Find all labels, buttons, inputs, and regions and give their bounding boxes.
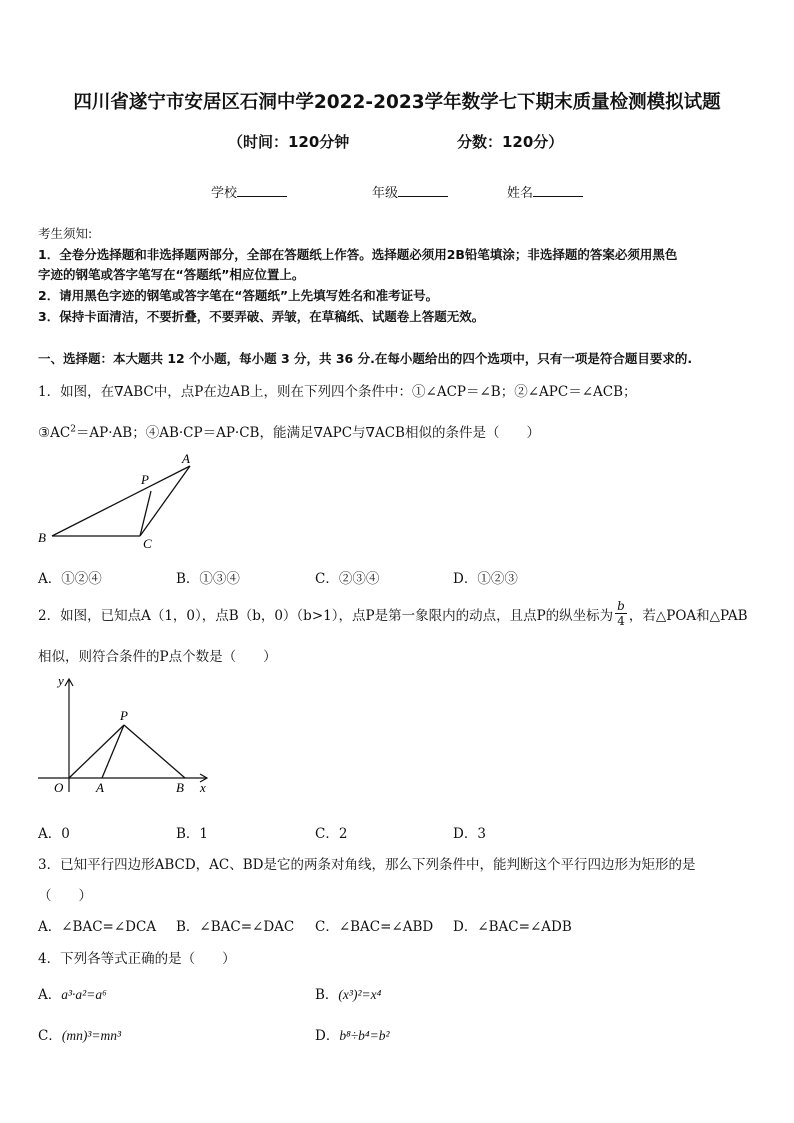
q4-option-b-prefix: B． <box>315 987 339 1003</box>
q2-stem-line-1 <box>38 599 748 628</box>
q2-fraction <box>615 599 627 628</box>
q1-stem-line-1: 1．如图，在∇ABC中，点P在边AB上，则在下列四个条件中：①∠ACP＝∠B；②∠APC＝∠ACB； <box>38 384 637 400</box>
q1-label-p: P <box>141 472 149 487</box>
q2-label-p: P <box>120 708 128 723</box>
q1-label-b: B <box>38 530 46 545</box>
q1-option-d[interactable]: D．①②③ <box>453 571 518 587</box>
q2-segment-ap <box>102 725 124 778</box>
q3-stem-line-2: （ ） <box>38 888 92 904</box>
q4-option-c[interactable] <box>38 1024 121 1044</box>
q2-fraction-numerator: b <box>617 599 625 613</box>
q3-option-a[interactable]: A．∠BAC=∠DCA <box>38 919 157 935</box>
q2-option-b[interactable]: B．1 <box>176 826 209 842</box>
q2-stem-line-2: 相似，则符合条件的P点个数是（ ） <box>38 649 277 665</box>
name-field[interactable] <box>507 182 583 201</box>
school-label: 学校 <box>211 186 238 201</box>
q3-stem-line-1: 3．已知平行四边形ABCD，AC、BD是它的两条对角线，那么下列条件中，能判断这个平行四边形为矩形的是 <box>38 857 696 873</box>
q4-option-a-expr: a³·a²=a⁶ <box>61 987 107 1002</box>
name-label: 姓名 <box>507 186 534 201</box>
school-blank[interactable] <box>237 184 287 197</box>
exam-time: （时间：120分钟 <box>228 133 350 151</box>
q2-label-a: A <box>96 780 104 795</box>
q1-triangle-figure <box>30 450 210 550</box>
q4-option-a-prefix: A． <box>38 987 62 1003</box>
page-title: 四川省遂宁市安居区石洞中学2022-2023学年数学七下期末质量检测模拟试题 <box>73 92 721 113</box>
school-field[interactable] <box>211 182 287 201</box>
q1-ac-exponent: 2 <box>70 424 76 435</box>
grade-label: 年级 <box>372 186 399 201</box>
grade-blank[interactable] <box>398 184 448 197</box>
q2-coordinate-figure <box>30 670 220 800</box>
q1-option-a[interactable]: A．①②④ <box>38 571 102 587</box>
q2-label-y: y <box>58 673 64 688</box>
q4-option-c-expr: (mn)³=mn³ <box>61 1028 122 1043</box>
q4-option-b[interactable] <box>315 983 381 1003</box>
grade-field[interactable] <box>372 182 448 201</box>
q2-option-a[interactable]: A．0 <box>38 826 70 842</box>
name-blank[interactable] <box>533 184 583 197</box>
q4-stem: 4．下列各等式正确的是（ ） <box>38 951 236 967</box>
q2-fraction-denominator: 4 <box>617 614 625 628</box>
notice-heading: 考生须知: <box>38 226 93 241</box>
q1-edge-ba <box>52 466 190 536</box>
q4-option-d-prefix: D． <box>315 1028 340 1044</box>
q2-label-o: O <box>54 780 64 795</box>
q2-point-a: A（1，0），点 <box>141 607 229 624</box>
q2-segment-pb <box>124 725 185 778</box>
q1-option-c[interactable]: C．②③④ <box>315 571 380 587</box>
q2-point-p: P是第一象限内的动点，且点 <box>365 607 537 624</box>
q4-option-d-expr: b⁸÷b⁴=b² <box>339 1028 390 1043</box>
notice-item-1-line-2: 字迹的钢笔或答字笔写在“答题纸”相应位置上。 <box>38 267 305 282</box>
q1-ac-term: ③AC <box>38 425 71 441</box>
q1-stem-line-2 <box>38 421 540 441</box>
q3-option-c[interactable]: C．∠BAC=∠ABD <box>315 919 434 935</box>
q2-point-b: B（b，0）（b>1），点 <box>228 607 366 624</box>
exam-score: 分数：120分） <box>457 133 564 151</box>
q4-option-a[interactable] <box>38 983 107 1003</box>
notice-item-2: 2．请用黑色字迹的钢笔或答字笔在“答题纸”上先填写姓名和准考证号。 <box>38 288 439 303</box>
q1-label-c: C <box>143 536 152 550</box>
q1-option-b[interactable]: B．①③④ <box>176 571 240 587</box>
q1-stem-rest: ＝AP·AB；④AB·CP＝AP·CB，能满足∇APC与∇ACB相似的条件是（ ） <box>75 425 540 441</box>
q2-point-p-ycoord: P的纵坐标为 <box>536 607 614 624</box>
q4-option-c-prefix: C． <box>38 1028 62 1044</box>
section-heading: 一、选择题：本大题共 12 个小题，每小题 3 分，共 36 分.在每小题给出的四个选项中，只有一项是符合题目要求的. <box>38 351 693 366</box>
q2-label-b: B <box>176 780 184 795</box>
q2-option-d[interactable]: D．3 <box>453 826 486 842</box>
notice-item-1-line-1: 1．全卷分选择题和非选择题两部分，全部在答题纸上作答。选择题必须用2B铅笔填涂；非选择题的答案必须用黑色 <box>38 247 678 262</box>
q1-label-a: A <box>182 451 190 466</box>
notice-item-3: 3．保持卡面清洁，不要折叠，不要弄破、弄皱，在草稿纸、试题卷上答题无效。 <box>38 309 485 324</box>
q2-stem-end: ，若△POA和△PAB <box>628 607 748 624</box>
q3-option-b[interactable]: B．∠BAC=∠DAC <box>176 919 295 935</box>
q2-segment-op <box>69 725 124 778</box>
q2-option-c[interactable]: C．2 <box>315 826 348 842</box>
q4-option-d[interactable] <box>315 1024 390 1044</box>
q4-option-b-expr: (x³)²=x⁴ <box>338 987 382 1002</box>
q2-label-x: x <box>200 780 206 795</box>
q2-stem-start: 2．如图，已知点 <box>38 607 142 624</box>
q3-option-d[interactable]: D．∠BAC=∠ADB <box>453 919 572 935</box>
